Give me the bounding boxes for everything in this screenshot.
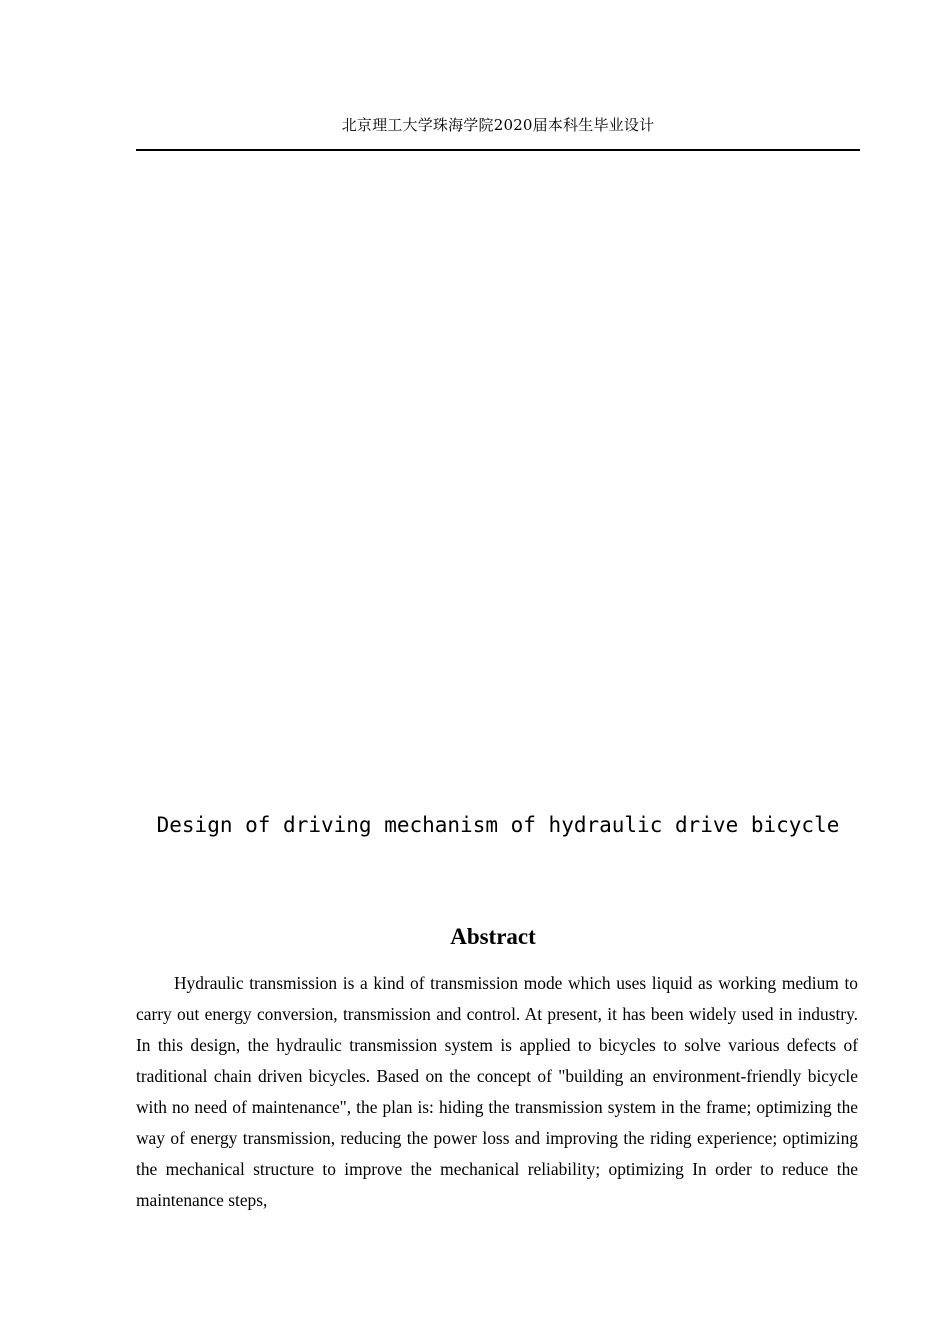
header-divider	[136, 149, 860, 151]
page-header: 北京理工大学珠海学院2020届本科生毕业设计	[341, 116, 655, 134]
abstract-body: Hydraulic transmission is a kind of transmission mode which uses liquid as working medium to carry out energy conversion, transmission and control. At present, it has been widely used in industry. In this design, the hydraulic transmission system is applied to bicycles to solve various defects of traditional chain driven bicycles. Based on the concept of "building an environment-friendly bicycle with no need of maintenance", the plan is: hiding the transmission system in the frame; optimizing the way of energy transmission, reducing the power loss and improving the riding experience; optimizing the mechanical structure to improve the mechanical reliability; optimizing In order to reduce the maintenance steps,	[136, 973, 858, 1210]
abstract-heading: Abstract	[450, 924, 536, 949]
paper-title: Design of driving mechanism of hydraulic drive bicycle	[156, 813, 840, 837]
